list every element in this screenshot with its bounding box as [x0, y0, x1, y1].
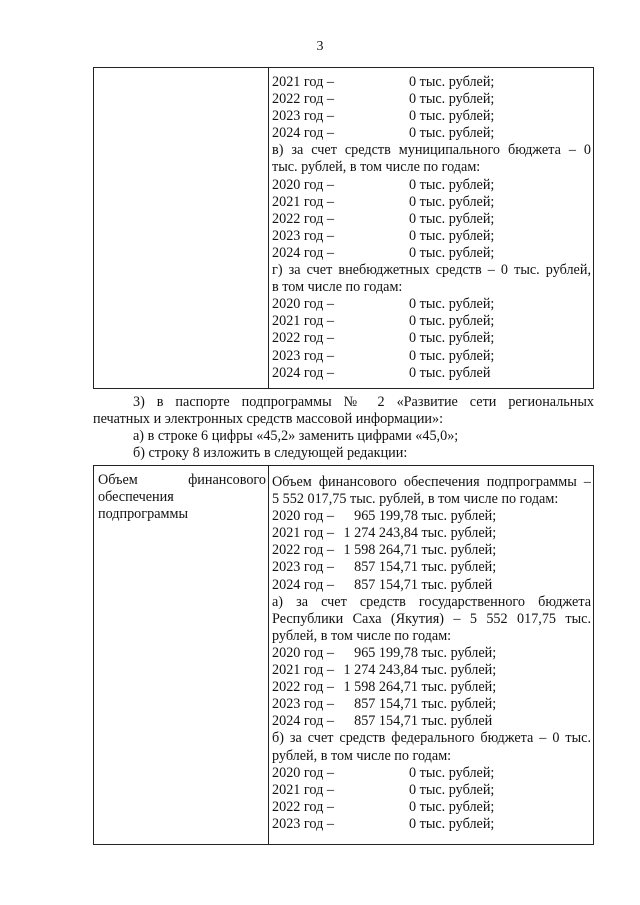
year-line: 2023 год – 0 тыс. рублей;	[272, 108, 495, 125]
state-budget-heading: рублей, в том числе по годам:	[272, 627, 452, 644]
year-line: 2020 год – 0 тыс. рублей;	[272, 176, 495, 193]
year-line: 2023 год – 0 тыс. рублей;	[272, 347, 495, 364]
amount-line: 2020 год – 965 199,78 тыс. рублей;	[272, 644, 497, 661]
paragraph-3-cont: печатных и электронных средств массовой информации»:	[93, 411, 444, 428]
year-line: 2021 год – 0 тыс. рублей;	[272, 313, 495, 330]
total-heading: 5 552 017,75 тыс. рублей, в том числе по годам:	[272, 491, 559, 508]
table-label-cell	[94, 68, 269, 388]
year-line: 2022 год – 0 тыс. рублей;	[272, 330, 495, 347]
amount-line: 2024 год – 857 154,71 тыс. рублей	[272, 713, 493, 730]
amount-line: 2024 год – 857 154,71 тыс. рублей	[272, 576, 493, 593]
amount-line: 2022 год – 1 598 264,71 тыс. рублей;	[272, 542, 497, 559]
table-value-cell	[269, 466, 593, 844]
year-line: 2023 год – 0 тыс. рублей;	[272, 227, 495, 244]
state-budget-heading: Республики Саха (Якутия) – 5 552 017,75 тыс.	[272, 610, 591, 627]
paragraph-b: б) строку 8 изложить в следующей редакции:	[133, 445, 408, 462]
row-label: обеспечения	[98, 489, 174, 506]
table-value-cell	[269, 68, 593, 388]
year-line: 2020 год – 0 тыс. рублей;	[272, 764, 495, 781]
amount-line: 2021 год – 1 274 243,84 тыс. рублей;	[272, 525, 497, 542]
year-line: 2023 год – 0 тыс. рублей;	[272, 815, 495, 832]
state-budget-heading: а) за счет средств государственного бюджета	[272, 593, 591, 610]
year-line: 2022 год – 0 тыс. рублей;	[272, 91, 495, 108]
year-line: 2020 год – 0 тыс. рублей;	[272, 296, 495, 313]
paragraph-3: 3) в паспорте подпрограммы № 2 «Развитие сети региональных	[133, 394, 594, 410]
year-line: 2021 год – 0 тыс. рублей;	[272, 74, 495, 90]
municipal-heading: тыс. рублей, в том числе по годам:	[272, 159, 481, 176]
amount-line: 2023 год – 857 154,71 тыс. рублей;	[272, 559, 497, 576]
row-label: Объем финансового	[98, 472, 266, 488]
year-line: 2022 год – 0 тыс. рублей;	[272, 798, 495, 815]
amount-line: 2020 год – 965 199,78 тыс. рублей;	[272, 508, 497, 525]
year-line: 2021 год – 0 тыс. рублей;	[272, 781, 495, 798]
extrabudget-heading: г) за счет внебюджетных средств – 0 тыс. рублей,	[272, 262, 591, 279]
municipal-heading: в) за счет средств муниципального бюджета – 0	[272, 142, 591, 159]
budget-table-continued	[93, 67, 594, 389]
year-line: 2021 год – 0 тыс. рублей;	[272, 193, 495, 210]
total-heading: Объем финансового обеспечения подпрограммы –	[272, 474, 591, 490]
extrabudget-heading: в том числе по годам:	[272, 279, 403, 296]
page-number: 3	[316, 39, 324, 54]
amount-line: 2023 год – 857 154,71 тыс. рублей;	[272, 696, 497, 713]
row-label: подпрограммы	[98, 506, 188, 523]
paragraph-a: а) в строке 6 цифры «45,2» заменить цифрами «45,0»;	[133, 428, 459, 445]
year-line: 2024 год – 0 тыс. рублей;	[272, 125, 495, 142]
amount-line: 2021 год – 1 274 243,84 тыс. рублей;	[272, 662, 497, 679]
year-line: 2022 год – 0 тыс. рублей;	[272, 210, 495, 227]
federal-budget-heading: рублей, в том числе по годам:	[272, 747, 452, 764]
amount-line: 2022 год – 1 598 264,71 тыс. рублей;	[272, 679, 497, 696]
table-label-cell	[94, 466, 269, 844]
federal-budget-heading: б) за счет средств федерального бюджета – 0 тыс.	[272, 730, 591, 747]
amendment-text	[93, 394, 594, 462]
year-line: 2024 год – 0 тыс. рублей	[272, 364, 491, 381]
year-line: 2024 год – 0 тыс. рублей;	[272, 244, 495, 261]
subprogram-financing-table	[93, 465, 594, 845]
